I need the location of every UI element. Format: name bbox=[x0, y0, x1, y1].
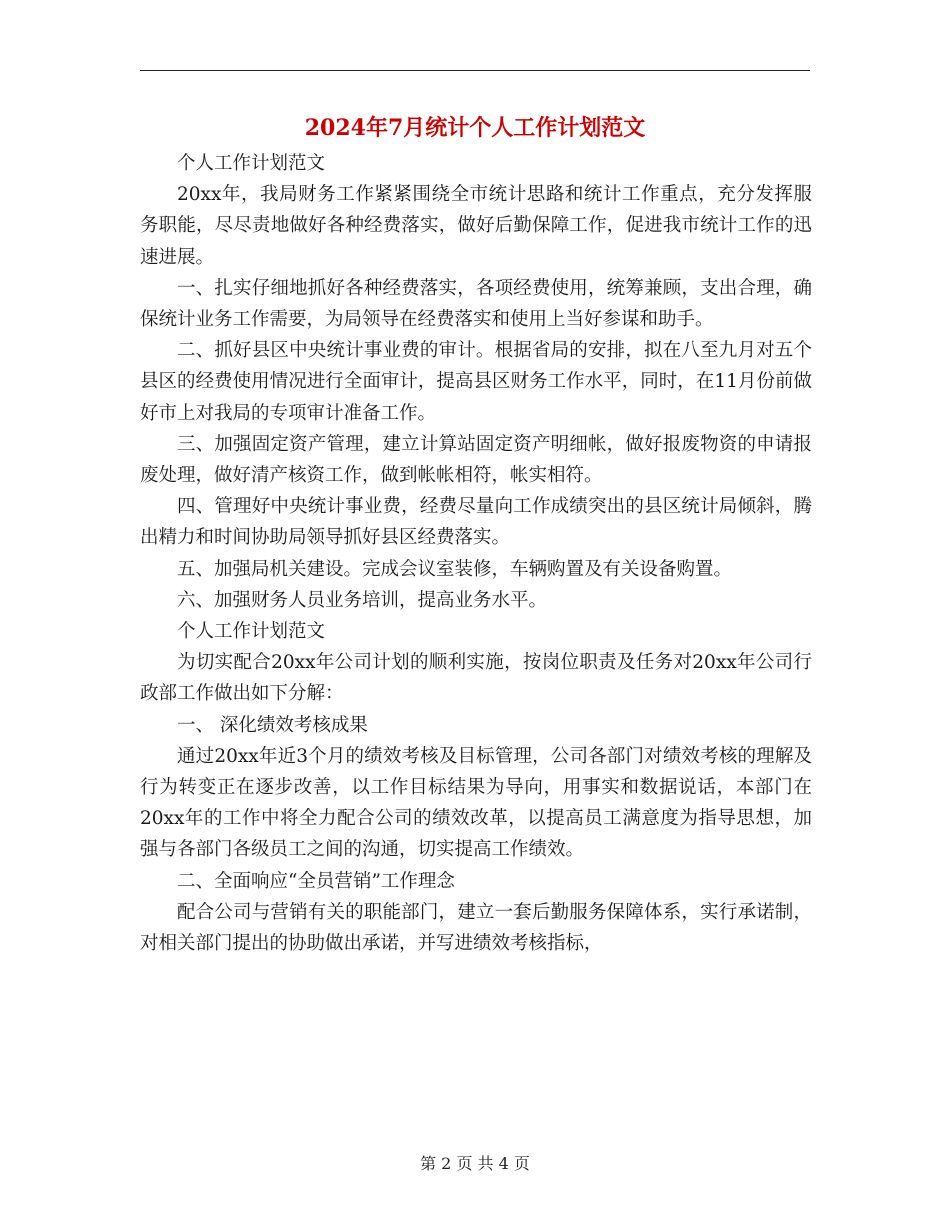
document-body bbox=[140, 148, 812, 959]
paragraph: 个人工作计划范文 bbox=[177, 621, 326, 643]
document-title: 2024年7月统计个人工作计划范文 bbox=[304, 115, 646, 141]
paragraph: 四、管理好中央统计事业费，经费尽量向工作成绩突出的县区统计局倾斜，腾出精力和时间协助局领导抓好县区经费落实。 bbox=[140, 496, 812, 549]
paragraph: 五、加强局机关建设。完成会议室装修，车辆购置及有关设备购置。 bbox=[177, 558, 733, 580]
paragraph: 三、加强固定资产管理，建立计算站固定资产明细帐，做好报废物资的申请报废处理，做好清产核资工作，做到帐帐相符，帐实相符。 bbox=[140, 433, 812, 487]
header-rule bbox=[140, 70, 810, 71]
paragraph: 个人工作计划范文 bbox=[177, 153, 326, 174]
paragraph: 一、 深化绩效考核成果 bbox=[177, 714, 368, 736]
paragraph: 二、全面响应“全员营销”工作理念 bbox=[177, 870, 455, 892]
paragraph: 20xx年，我局财务工作紧紧围绕全市统计思路和统计工作重点，充分发挥服务职能，尽尽责地做好各种经费落实，做好后勤保障工作，促进我市统计工作的迅速进展。 bbox=[140, 184, 812, 268]
paragraph: 配合公司与营销有关的职能部门，建立一套后勤服务保障体系，实行承诺制，对相关部门提出的协助做出承诺，并写进绩效考核指标， bbox=[140, 901, 812, 955]
page-footer: 第 2 页 共 4 页 bbox=[420, 1154, 530, 1173]
paragraph: 六、加强财务人员业务培训，提高业务水平。 bbox=[177, 589, 548, 611]
paragraph: 通过20xx年近3个月的绩效考核及目标管理，公司各部门对绩效考核的理解及行为转变正在逐步改善，以工作目标结果为导向，用事实和数据说话，本部门在20xx年的工作中将全力配合公司的绩效改革，以提高员工满意度为指导思想，加强与各部门各级员工之间的沟通，切实提高工作绩效。 bbox=[140, 745, 812, 861]
paragraph: 为切实配合20xx年公司计划的顺利实施，按岗位职责及任务对20xx年公司行政部工作做出如下分解： bbox=[140, 652, 812, 705]
paragraph: 二、抓好县区中央统计事业费的审计。根据省局的安排，拟在八至九月对五个县区的经费使用情况进行全面审计，提高县区财务工作水平，同时，在11月份前做好市上对我局的专项审计准备工作。 bbox=[140, 340, 812, 424]
paragraph: 一、扎实仔细地抓好各种经费落实，各项经费使用，统筹兼顾，支出合理，确保统计业务工作需要，为局领导在经费落实和使用上当好参谋和助手。 bbox=[140, 277, 812, 331]
